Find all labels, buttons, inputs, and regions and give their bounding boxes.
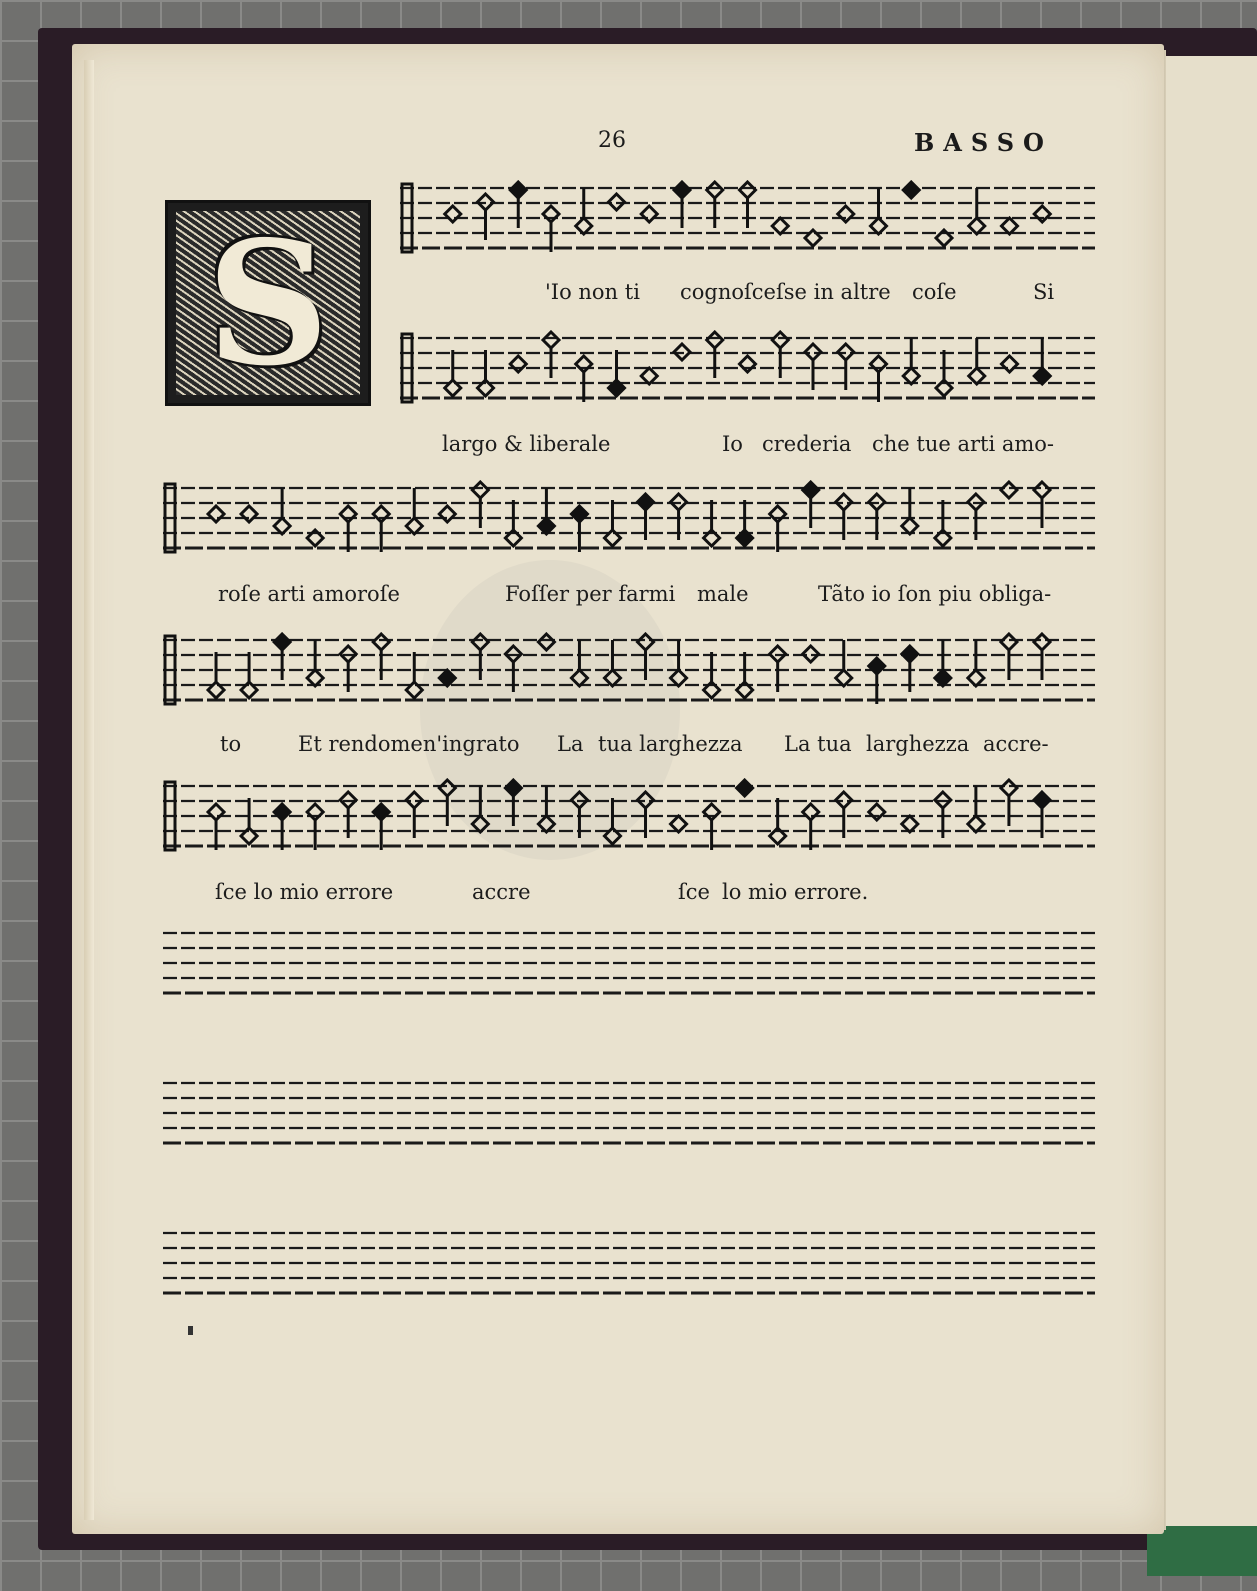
staff-lines bbox=[163, 1225, 1095, 1305]
lyric-1c: coſe bbox=[912, 280, 957, 304]
note-head bbox=[869, 804, 885, 820]
note-head bbox=[576, 356, 592, 402]
note-head bbox=[439, 506, 455, 522]
note-head bbox=[1034, 206, 1050, 222]
note-head bbox=[740, 356, 756, 372]
note-head bbox=[274, 634, 290, 680]
staff-lines bbox=[163, 1075, 1095, 1155]
page-number: 26 bbox=[598, 128, 626, 153]
note-head bbox=[373, 506, 389, 552]
note-head bbox=[1034, 338, 1050, 384]
lyric-5a: ſce lo mio errore bbox=[215, 880, 394, 904]
lyric-4c: La bbox=[557, 732, 584, 756]
note-head bbox=[505, 500, 521, 546]
staff-lines bbox=[163, 480, 1095, 560]
note-head bbox=[671, 640, 687, 686]
note-head bbox=[903, 182, 919, 198]
note-head bbox=[704, 500, 720, 546]
note-head bbox=[838, 206, 854, 222]
note-head bbox=[1002, 218, 1018, 234]
note-head bbox=[803, 804, 819, 850]
note-head bbox=[674, 182, 690, 228]
note-head bbox=[510, 182, 526, 228]
note-head bbox=[373, 804, 389, 850]
note-head bbox=[969, 338, 985, 384]
empty-staff-1 bbox=[163, 925, 1095, 1005]
empty-staff-3 bbox=[163, 1225, 1095, 1305]
note-head bbox=[406, 488, 422, 534]
note-head bbox=[241, 652, 257, 698]
note-head bbox=[871, 188, 887, 234]
lyric-5d: lo mio errore. bbox=[722, 880, 869, 904]
note-head bbox=[1034, 482, 1050, 528]
note-head bbox=[439, 670, 455, 686]
note-head bbox=[737, 500, 753, 546]
lyric-4g: accre- bbox=[983, 732, 1049, 756]
note-head bbox=[641, 368, 657, 384]
lyric-3d: Tãto io ſon piu obliga- bbox=[818, 582, 1052, 606]
note-head bbox=[274, 488, 290, 534]
music-staff-5 bbox=[163, 778, 1095, 858]
staff-lines bbox=[400, 330, 1095, 410]
note-head bbox=[1001, 482, 1017, 498]
lyric-2b: Io bbox=[722, 432, 743, 456]
note-head bbox=[538, 634, 554, 650]
note-head bbox=[543, 206, 559, 252]
lyric-3c: male bbox=[697, 582, 749, 606]
note-head bbox=[571, 640, 587, 686]
music-staff-3 bbox=[163, 480, 1095, 560]
lyric-4b: Et rendomen'ingrato bbox=[298, 732, 520, 756]
note-head bbox=[638, 634, 654, 680]
lyric-3b: Foſſer per farmi bbox=[505, 582, 676, 606]
note-head bbox=[406, 652, 422, 698]
note-head bbox=[1001, 780, 1017, 826]
note-head bbox=[803, 482, 819, 528]
note-head bbox=[208, 506, 224, 522]
music-staff-1 bbox=[400, 180, 1095, 260]
staff-lines bbox=[163, 925, 1095, 1005]
lyric-2d: che tue arti amo- bbox=[872, 432, 1055, 456]
lyric-4a: to bbox=[220, 732, 242, 756]
note-head bbox=[307, 804, 323, 850]
note-head bbox=[1034, 634, 1050, 680]
note-head bbox=[576, 188, 592, 234]
note-head bbox=[671, 816, 687, 832]
note-head bbox=[505, 780, 521, 826]
lyric-4d: tua larghezza bbox=[598, 732, 743, 756]
note-head bbox=[737, 780, 753, 796]
page-edge bbox=[84, 60, 94, 1520]
note-head bbox=[609, 350, 625, 396]
note-head bbox=[641, 206, 657, 222]
note-head bbox=[241, 798, 257, 844]
decorated-initial bbox=[165, 200, 371, 406]
voice-part-title: BASSO bbox=[914, 128, 1053, 157]
lyric-1d: Si bbox=[1033, 280, 1055, 304]
note-head bbox=[208, 652, 224, 698]
note-head bbox=[274, 804, 290, 850]
lyric-4e: La tua bbox=[784, 732, 852, 756]
facing-page bbox=[1160, 56, 1257, 1526]
music-staff-4 bbox=[163, 632, 1095, 712]
note-head bbox=[340, 506, 356, 552]
empty-staff-2 bbox=[163, 1075, 1095, 1155]
lyric-3a: roſe arti amoroſe bbox=[218, 582, 400, 606]
lyric-5b: accre bbox=[472, 880, 531, 904]
note-head bbox=[935, 500, 951, 546]
note-head bbox=[445, 350, 461, 396]
note-head bbox=[445, 206, 461, 222]
note-head bbox=[1002, 356, 1018, 372]
staff-lines bbox=[163, 632, 1095, 712]
note-head bbox=[704, 652, 720, 698]
note-head bbox=[208, 804, 224, 850]
note-head bbox=[472, 786, 488, 832]
note-head bbox=[869, 658, 885, 704]
note-head bbox=[936, 350, 952, 396]
note-head bbox=[439, 780, 455, 826]
lyric-5c: ſce bbox=[678, 880, 710, 904]
note-head bbox=[770, 506, 786, 552]
note-head bbox=[770, 798, 786, 844]
note-head bbox=[902, 488, 918, 534]
lyric-1b: cognoſceſse in altre bbox=[680, 280, 891, 304]
initial-letter: S bbox=[206, 204, 330, 404]
note-head bbox=[935, 640, 951, 686]
note-head bbox=[571, 506, 587, 552]
note-head bbox=[903, 338, 919, 384]
note-head bbox=[969, 188, 985, 234]
note-head bbox=[772, 218, 788, 234]
note-head bbox=[836, 640, 852, 686]
note-head bbox=[604, 640, 620, 686]
note-head bbox=[510, 356, 526, 372]
note-head bbox=[704, 804, 720, 850]
note-head bbox=[1001, 634, 1017, 680]
ink-mark bbox=[188, 1326, 193, 1335]
note-head bbox=[968, 640, 984, 686]
note-head bbox=[871, 356, 887, 402]
note-head bbox=[968, 786, 984, 832]
note-head bbox=[902, 816, 918, 832]
lyric-2c: crederia bbox=[762, 432, 852, 456]
note-head bbox=[538, 786, 554, 832]
note-head bbox=[478, 350, 494, 396]
note-head bbox=[538, 488, 554, 534]
note-head bbox=[737, 652, 753, 698]
lyric-2a: largo & liberale bbox=[442, 432, 611, 456]
note-head bbox=[241, 506, 257, 522]
lyric-1a: 'Io non ti bbox=[545, 280, 640, 304]
staff-lines bbox=[163, 778, 1095, 858]
note-head bbox=[604, 500, 620, 546]
staff-lines bbox=[400, 180, 1095, 260]
music-staff-2 bbox=[400, 330, 1095, 410]
note-head bbox=[307, 640, 323, 686]
lyric-4f: larghezza bbox=[866, 732, 970, 756]
note-head bbox=[604, 798, 620, 844]
